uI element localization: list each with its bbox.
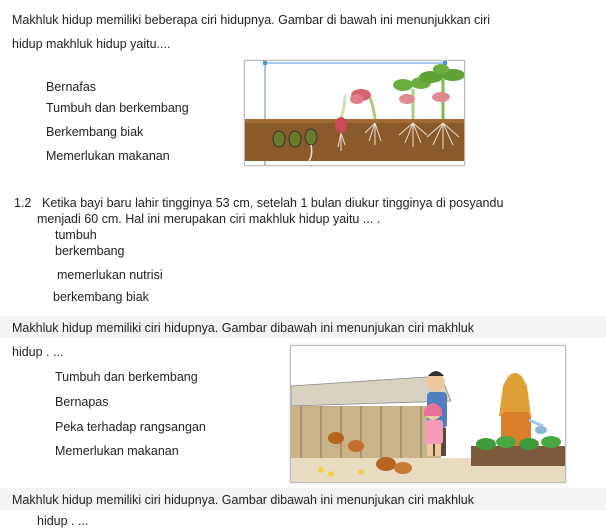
q2-option-c[interactable]: memerlukan nutrisi (57, 268, 163, 282)
q2-option-d[interactable]: berkembang biak (53, 290, 149, 304)
bean-germination-image (244, 60, 465, 166)
q4-question-line2: hidup . ... (37, 514, 89, 528)
q1-option-a[interactable]: Bernafas (46, 80, 97, 94)
q3-option-d[interactable]: Memerlukan makanan (55, 444, 179, 458)
q1-option-c[interactable]: Berkembang biak (46, 125, 144, 139)
q3-option-a[interactable]: Tumbuh dan berkembang (55, 370, 198, 384)
q1-question-line2: hidup makhluk hidup yaitu.... (12, 37, 171, 51)
family-garden-image (290, 345, 566, 483)
q3-option-c[interactable]: Peka terhadap rangsangan (55, 420, 206, 434)
q1-question-line1: Makhluk hidup memiliki beberapa ciri hidupnya. Gambar di bawah ini menunjukkan ciri (12, 13, 491, 27)
q3-question-line2: hidup . ... (12, 345, 64, 359)
q3-option-b[interactable]: Bernapas (55, 395, 109, 409)
q2-question-line2: menjadi 60 cm. Hal ini merupakan ciri makhluk hidup yaitu ... . (37, 212, 381, 226)
q2-option-a[interactable]: tumbuh (55, 228, 97, 242)
q2-question-line1: Ketika bayi baru lahir tingginya 53 cm, setelah 1 bulan diukur tingginya di posyandu (42, 196, 504, 210)
q1-option-d[interactable]: Memerlukan makanan (46, 149, 170, 163)
q4-question-line1: Makhluk hidup memiliki ciri hidupnya. Gambar dibawah ini menunjukan ciri makhluk (12, 493, 475, 507)
q2-number: 1.2 (14, 196, 32, 210)
q1-option-b[interactable]: Tumbuh dan berkembang (46, 101, 189, 115)
q3-question-line1: Makhluk hidup memiliki ciri hidupnya. Gambar dibawah ini menunjukan ciri makhluk (12, 321, 475, 335)
q2-option-b[interactable]: berkembang (55, 244, 125, 258)
